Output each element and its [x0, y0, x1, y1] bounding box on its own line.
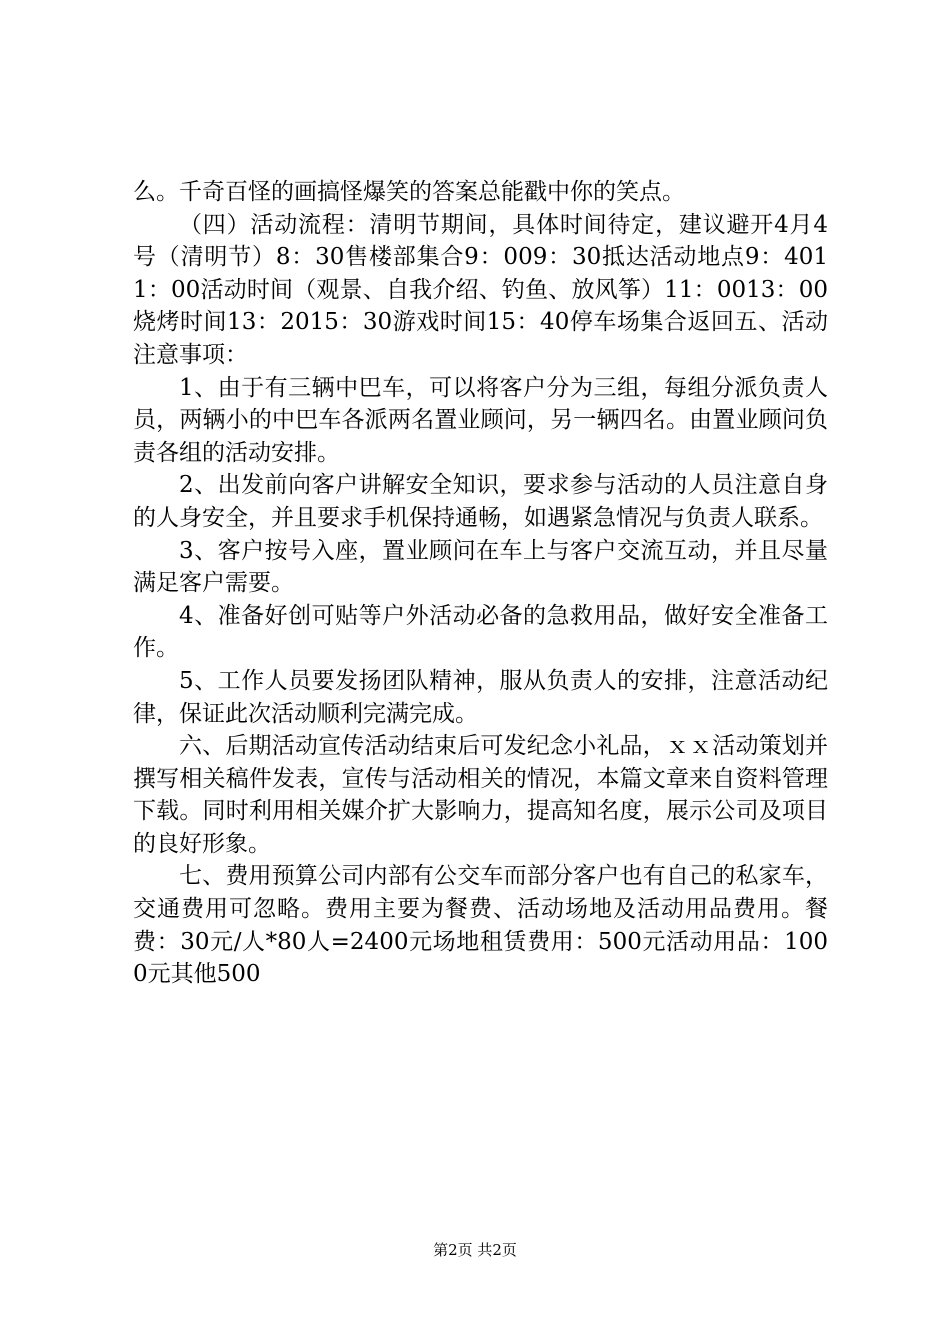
paragraph-note-1: 1、由于有三辆中巴车，可以将客户分为三组，每组分派负责人员，两辆小的中巴车各派两名置业顾问，另一辆四名。由置业顾问负责各组的活动安排。 — [133, 374, 828, 466]
paragraph-promotion: 六、后期活动宣传活动结束后可发纪念小礼品，ｘｘ活动策划并撰写相关稿件发表，宣传与活动相关的情况，本篇文章来自资料管理下载。同时利用相关媒介扩大影响力，提高知名度，展示公司及项目的良好形象。 — [133, 733, 828, 857]
page-number: 第2页 共2页 — [433, 1241, 517, 1259]
page-footer — [0, 1240, 950, 1260]
paragraph-note-4: 4、准备好创可贴等户外活动必备的急救用品，做好安全准备工作。 — [133, 602, 828, 662]
paragraph-note-3: 3、客户按号入座，置业顾问在车上与客户交流互动，并且尽量满足客户需要。 — [133, 537, 828, 597]
paragraph-budget: 七、费用预算公司内部有公交车而部分客户也有自己的私家车，交通费用可忽略。费用主要为餐费、活动场地及活动用品费用。餐费：30元/人*80人=2400元场地租赁费用：500元活动用品：1000元其他500 — [133, 863, 828, 988]
document-body — [133, 176, 828, 991]
paragraph-note-2: 2、出发前向客户讲解安全知识，要求参与活动的人员注意自身的人身安全，并且要求手机保持通畅，如遇紧急情况与负责人联系。 — [133, 472, 828, 531]
paragraph-note-5: 5、工作人员要发扬团队精神，服从负责人的安排，注意活动纪律，保证此次活动顺利完满完成。 — [133, 667, 828, 727]
paragraph-continuation: 么。千奇百怪的画搞怪爆笑的答案总能戳中你的笑点。 — [133, 179, 685, 205]
paragraph-activity-flow: （四）活动流程：清明节期间，具体时间待定，建议避开4月4号（清明节）8：30售楼部集合9：009：30抵达活动地点9：4011：00活动时间（观景、自我介绍、钓鱼、放风筝）11：0013：00烧烤时间13：2015：30游戏时间15：40停车场集合返回五、活动注意事项： — [133, 211, 828, 368]
